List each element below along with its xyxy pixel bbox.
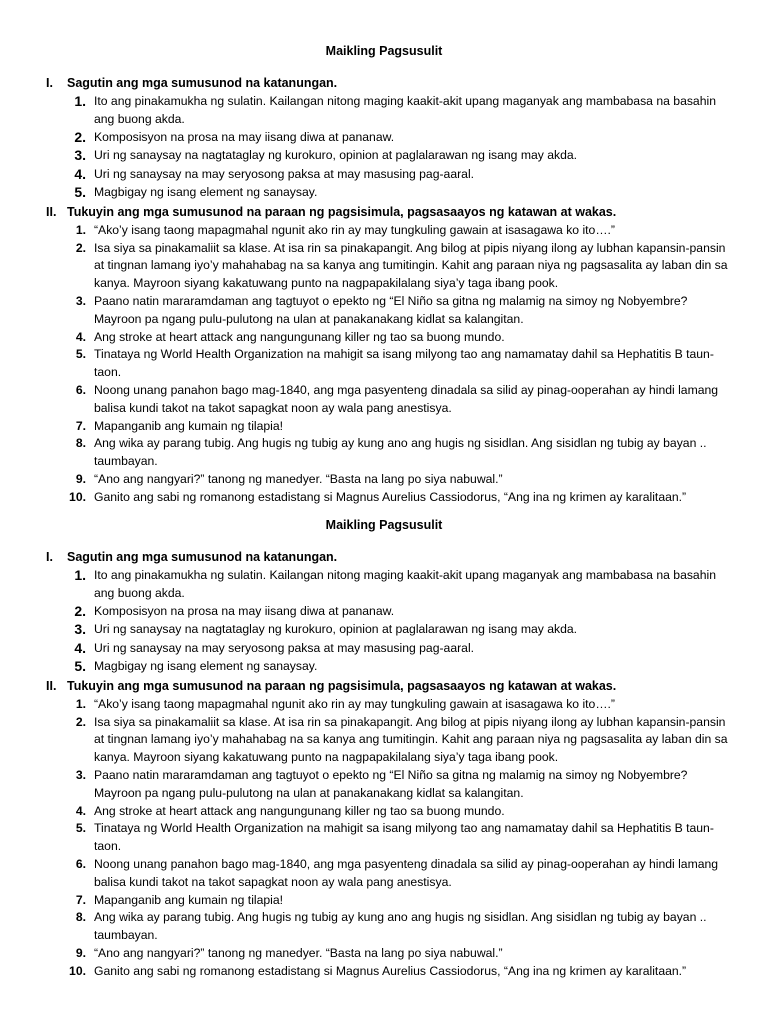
question-list <box>0 222 768 507</box>
section-1 <box>0 548 768 676</box>
quiz-title: Maikling Pagsusulit <box>325 44 443 58</box>
section-heading-text: Sagutin ang mga sumusunod na katanungan. <box>67 76 338 90</box>
item-text: Isa siya sa pinakamaliit sa klase. At isa rin sa pinakapangit. Ang bilog at pipis niyang ilong ay lubhan kapansin-pansin at tingnan lamang iyo’y mahahabag na sa kanya ang tumitingin. Kahit ang paraan niya ng pagsasalita ay laban din sa kanya. Mayroon siyang kakatuwang punto na nagpapakilalang siya’y taga ibang pook. <box>94 714 728 765</box>
item-text: Ito ang pinakamukha ng sulatin. Kailangan nitong maging kaakit-akit upang maganyak ang mambabasa na basahin ang buong akda. <box>94 568 716 600</box>
item-number: 4. <box>74 639 86 656</box>
list-item <box>0 129 768 147</box>
list-item <box>0 329 768 347</box>
item-text: Komposisyon na prosa na may iisang diwa at pananaw. <box>94 604 395 619</box>
item-number: 2. <box>74 129 86 146</box>
list-item <box>0 471 768 489</box>
section-heading <box>0 203 768 221</box>
item-text: “Ano ang nangyari?” tanong ng manedyer. “Basta na lang po siya nabuwal.” <box>94 945 503 960</box>
item-text: Isa siya sa pinakamaliit sa klase. At isa rin sa pinakapangit. Ang bilog at pipis niyang ilong ay lubhan kapansin-pansin at tingnan lamang iyo’y mahahabag na sa kanya ang tumitingin. Kahit ang paraan niya ng pagsasalita ay laban din sa kanya. Mayroon siyang kakatuwang punto na nagpapakilalang siya’y taga ibang pook. <box>94 240 728 291</box>
list-item <box>0 767 768 803</box>
quiz-title: Maikling Pagsusulit <box>325 518 443 532</box>
section-heading-text: Tukuyin ang mga sumusunod na paraan ng pagsisimula, pagsasaayos ng katawan at wakas. <box>67 204 617 219</box>
list-item <box>0 696 768 714</box>
list-item <box>0 640 768 658</box>
item-text: Uri ng sanaysay na may seryosong paksa at may masusing pag-aaral. <box>94 166 475 181</box>
item-text: Ganito ang sabi ng romanong estadistang si Magnus Aurelius Cassiodorus, “Ang ina ng krimen ay karalitaan.” <box>94 963 687 978</box>
item-text: Ang stroke at heart attack ang nangungunang killer ng tao sa buong mundo. <box>94 329 505 344</box>
item-text: Uri ng sanaysay na nagtataglay ng kurokuro, opinion at paglalarawan ng isang may akda. <box>94 622 578 637</box>
item-number: 6. <box>75 382 86 397</box>
item-text: “Ano ang nangyari?” tanong ng manedyer. “Basta na lang po siya nabuwal.” <box>94 471 503 486</box>
item-text: Ito ang pinakamukha ng sulatin. Kailangan nitong maging kaakit-akit upang maganyak ang mambabasa na basahin ang buong akda. <box>94 94 716 126</box>
list-item <box>0 803 768 821</box>
item-number: 6. <box>75 856 86 871</box>
list-item <box>0 293 768 329</box>
list-item <box>0 963 768 981</box>
list-item <box>0 945 768 963</box>
item-text: Noong unang panahon bago mag-1840, ang mga pasyenteng dinadala sa silid ay pinag-ooperahan ay hindi lamang balisa kundi takot na takot sapagkat noon ay wala pang anestisya. <box>94 382 719 415</box>
item-number: 2. <box>75 714 86 729</box>
item-number: 4. <box>75 803 86 818</box>
item-text: Tinataya ng World Health Organization na mahigit sa isang milyong tao ang namamatay dahil sa Hephatitis B taun-taon. <box>94 821 714 854</box>
item-number: 7. <box>75 892 86 907</box>
item-text: “Ako’y isang taong mapagmahal ngunit ako rin ay may tungkuling gawain at isasagawa ko ito….” <box>94 222 615 237</box>
item-number: 8. <box>75 910 86 925</box>
list-item <box>0 418 768 436</box>
item-number: 9. <box>75 945 86 960</box>
list-item <box>0 892 768 910</box>
question-list <box>0 567 768 676</box>
list-item <box>0 658 768 676</box>
list-item <box>0 489 768 507</box>
quiz-copy-1 <box>0 42 768 507</box>
section-numeral: I. <box>46 76 53 90</box>
list-item <box>0 820 768 856</box>
list-item <box>0 856 768 892</box>
question-list <box>0 696 768 981</box>
item-number: 4. <box>74 165 86 182</box>
section-heading-text: Tukuyin ang mga sumusunod na paraan ng pagsisimula, pagsasaayos ng katawan at wakas. <box>67 678 617 693</box>
list-item <box>0 240 768 293</box>
item-number: 4. <box>75 329 86 344</box>
item-number: 3. <box>75 293 86 308</box>
list-item <box>0 93 768 129</box>
list-item <box>0 567 768 603</box>
item-text: Ang stroke at heart attack ang nangungunang killer ng tao sa buong mundo. <box>94 803 505 818</box>
item-number: 2. <box>74 603 86 620</box>
item-text: “Ako’y isang taong mapagmahal ngunit ako rin ay may tungkuling gawain at isasagawa ko ito….” <box>94 696 615 711</box>
item-text: Uri ng sanaysay na nagtataglay ng kurokuro, opinion at paglalarawan ng isang may akda. <box>94 148 578 163</box>
section-2 <box>0 203 768 507</box>
item-text: Magbigay ng isang element ng sanaysay. <box>94 184 318 199</box>
item-text: Magbigay ng isang element ng sanaysay. <box>94 658 318 673</box>
list-item <box>0 714 768 767</box>
item-number: 1. <box>74 567 86 583</box>
section-heading <box>0 548 768 566</box>
list-item <box>0 166 768 184</box>
section-heading-text: Sagutin ang mga sumusunod na katanungan. <box>67 550 338 564</box>
item-number: 3. <box>74 621 86 638</box>
item-text: Ang wika ay parang tubig. Ang hugis ng tubig ay kung ano ang hugis ng sisidlan. Ang sisidlan ng tubig ay bayan .. taumbayan. <box>94 436 707 469</box>
list-item <box>0 435 768 471</box>
item-number: 9. <box>75 471 86 486</box>
item-number: 10. <box>69 489 86 504</box>
item-text: Mapanganib ang kumain ng tilapia! <box>94 892 284 907</box>
list-item <box>0 346 768 382</box>
section-numeral: I. <box>46 550 53 564</box>
item-text: Noong unang panahon bago mag-1840, ang mga pasyenteng dinadala sa silid ay pinag-ooperahan ay hindi lamang balisa kundi takot na takot sapagkat noon ay wala pang anestisya. <box>94 856 719 889</box>
section-1 <box>0 74 768 202</box>
list-item <box>0 621 768 639</box>
item-text: Paano natin mararamdaman ang tagtuyot o epekto ng “El Niño sa gitna ng malamig na simoy ng Nobyembre? Mayroon pa ngang pulu-pulutong na ulan at panakanakang kidlat sa kalangitan. <box>94 293 688 326</box>
list-item <box>0 603 768 621</box>
item-number: 1. <box>74 93 86 109</box>
item-number: 3. <box>75 767 86 782</box>
item-number: 1. <box>75 222 86 237</box>
section-2 <box>0 677 768 981</box>
item-number: 5. <box>74 183 86 200</box>
list-item <box>0 909 768 945</box>
item-number: 2. <box>75 240 86 255</box>
item-text: Ang wika ay parang tubig. Ang hugis ng tubig ay kung ano ang hugis ng sisidlan. Ang sisidlan ng tubig ay bayan .. taumbayan. <box>94 910 707 943</box>
list-item <box>0 222 768 240</box>
list-item <box>0 147 768 165</box>
item-text: Mapanganib ang kumain ng tilapia! <box>94 418 284 433</box>
item-number: 7. <box>75 418 86 433</box>
item-number: 3. <box>74 147 86 164</box>
section-numeral: II. <box>46 678 57 693</box>
item-text: Paano natin mararamdaman ang tagtuyot o epekto ng “El Niño sa gitna ng malamig na simoy ng Nobyembre? Mayroon pa ngang pulu-pulutong na ulan at panakanakang kidlat sa kalangitan. <box>94 767 688 800</box>
item-text: Uri ng sanaysay na may seryosong paksa at may masusing pag-aaral. <box>94 640 475 655</box>
item-text: Ganito ang sabi ng romanong estadistang si Magnus Aurelius Cassiodorus, “Ang ina ng krimen ay karalitaan.” <box>94 489 687 504</box>
section-numeral: II. <box>46 204 57 219</box>
item-text: Tinataya ng World Health Organization na mahigit sa isang milyong tao ang namamatay dahil sa Hephatitis B taun-taon. <box>94 347 714 380</box>
list-item <box>0 382 768 418</box>
item-number: 1. <box>75 696 86 711</box>
item-number: 5. <box>75 347 86 362</box>
item-number: 5. <box>74 657 86 674</box>
item-number: 10. <box>69 963 86 978</box>
item-text: Komposisyon na prosa na may iisang diwa at pananaw. <box>94 130 395 145</box>
quiz-copy-2 <box>0 516 768 981</box>
question-list <box>0 93 768 202</box>
item-number: 5. <box>75 821 86 836</box>
section-heading <box>0 677 768 695</box>
item-number: 8. <box>75 436 86 451</box>
section-heading <box>0 74 768 92</box>
list-item <box>0 184 768 202</box>
